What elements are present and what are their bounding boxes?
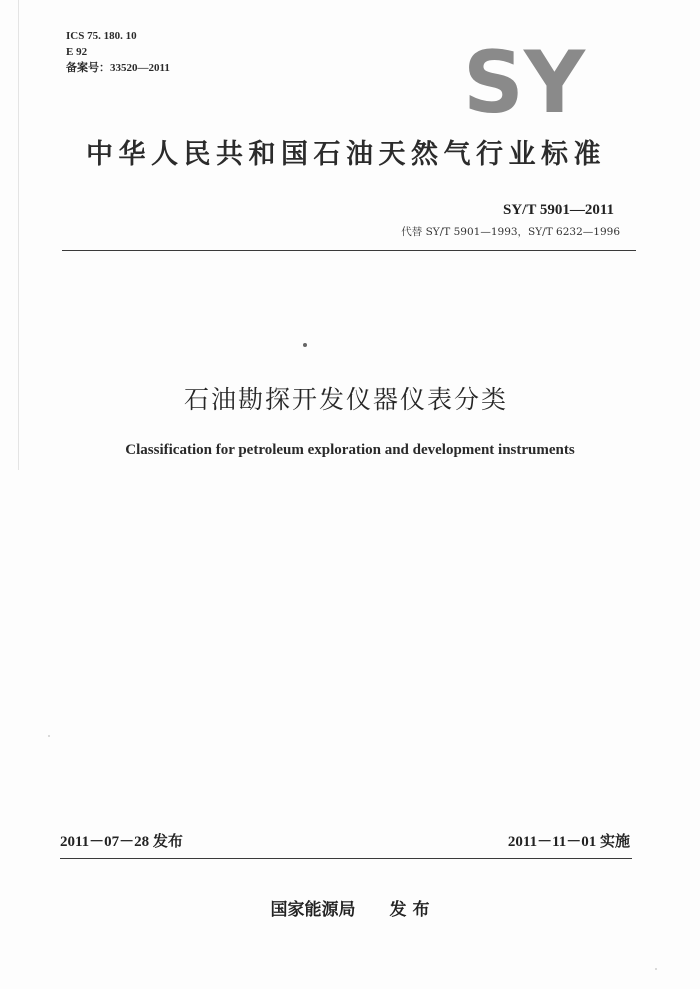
- ics-code: ICS 75. 180. 10: [66, 30, 137, 42]
- scan-speck: [655, 968, 657, 970]
- document-title-zh: 石油勘探开发仪器仪表分类: [183, 385, 508, 414]
- scan-speck: [48, 735, 50, 737]
- header-metadata: [66, 28, 170, 76]
- bottom-divider: [60, 858, 632, 859]
- sy-logo: [462, 40, 587, 118]
- standard-number: SY/T 5901—2011: [503, 202, 614, 218]
- scan-dot: [303, 343, 307, 347]
- effective-date: 2011－11－01 实施: [507, 834, 630, 850]
- top-divider: [62, 250, 636, 251]
- document-title-en: Classification for petroleum exploration and development instruments: [125, 442, 575, 458]
- replaces-standards: 代替 SY/T 5901—1993，SY/T 6232—1996: [401, 226, 620, 238]
- sy-logo-text: SY: [463, 40, 587, 118]
- publisher-line: [0, 895, 700, 920]
- publisher-action: 发 布: [389, 900, 430, 920]
- category-code: E 92: [66, 46, 88, 58]
- issue-date: 2011－07－28 发布: [60, 834, 183, 850]
- publisher-name: 国家能源局: [270, 900, 356, 920]
- filing-number: 备案号：33520—2011: [66, 62, 170, 74]
- standard-series-title: 中华人民共和国石油天然气行业标准: [86, 139, 606, 170]
